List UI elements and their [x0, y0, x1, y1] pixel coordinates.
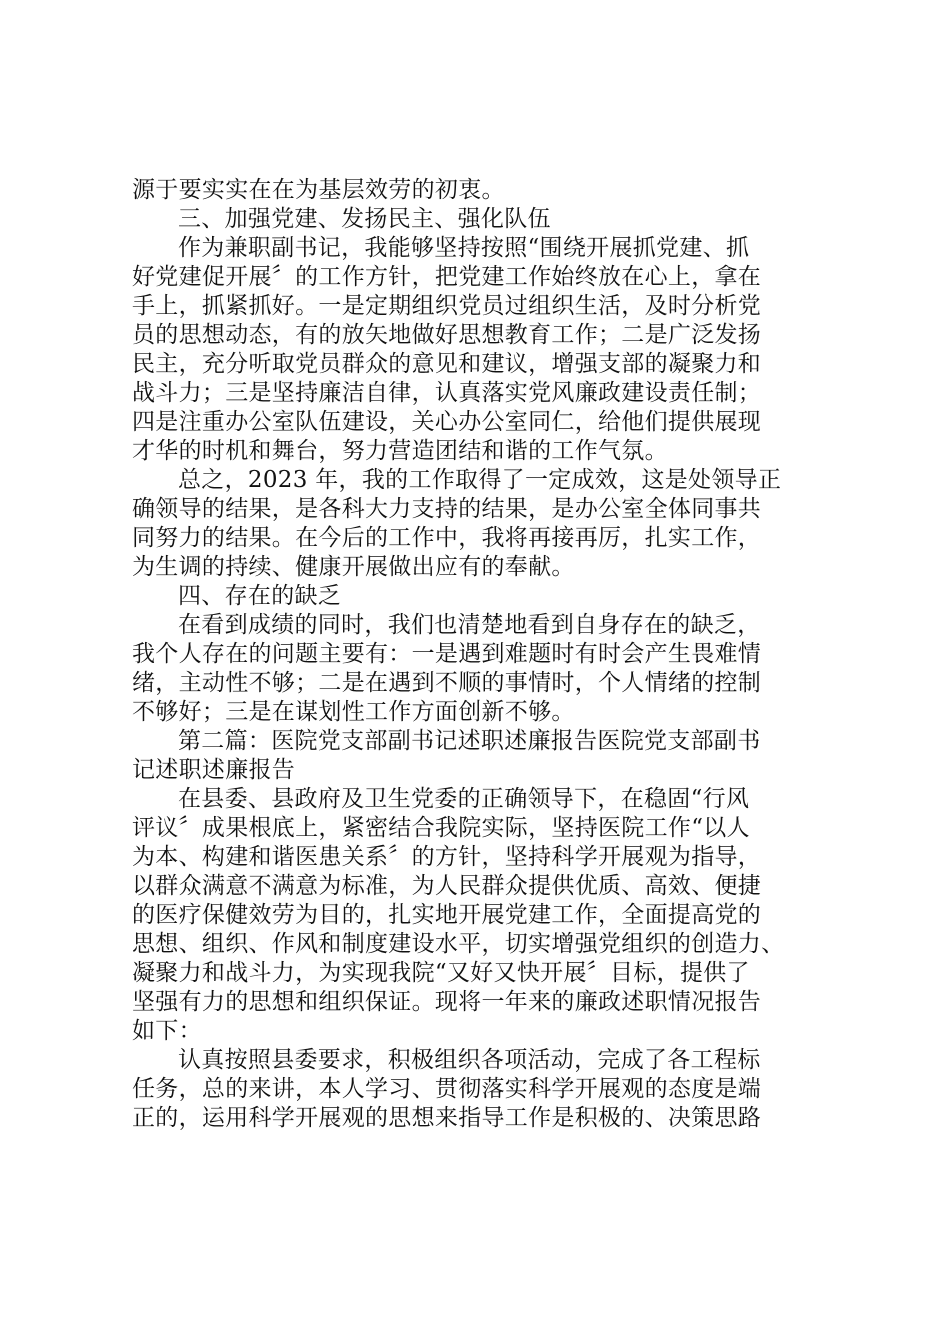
text-line: 绪，主动性不够；二是在遇到不顺的事情时，个人情绪的控制	[132, 670, 762, 696]
text-line: 如下：	[132, 1018, 202, 1044]
text-line: 以群众满意不满意为标准，为人民群众提供优质、高效、便捷	[132, 873, 762, 899]
text-line: 凝聚力和战斗力，为实现我院“又好又快开展〞目标，提供了	[132, 960, 750, 986]
text-line: 评议〞成果根底上，紧密结合我院实际，坚持医院工作“以人	[132, 815, 750, 841]
text-line: 才华的时机和舞台，努力营造团结和谐的工作气氛。	[132, 438, 668, 464]
text-line: 四、存在的缺乏	[178, 583, 342, 609]
text-line: 民主，充分听取党员群众的意见和建议，增强支部的凝聚力和	[132, 351, 762, 377]
text-line: 我个人存在的问题主要有：一是遇到难题时有时会产生畏难情	[132, 641, 762, 667]
text-line: 三、加强党建、发扬民主、强化队伍	[178, 206, 551, 232]
text-line: 任务，总的来讲，本人学习、贯彻落实科学开展观的态度是端	[132, 1076, 762, 1102]
text-line: 为生调的持续、健康开展做出应有的奉献。	[132, 554, 575, 580]
text-line: 在看到成绩的同时，我们也清楚地看到自身存在的缺乏，	[178, 612, 761, 638]
text-line: 员的思想动态，有的放矢地做好思想教育工作；二是广泛发扬	[132, 322, 762, 348]
text-line: 记述职述廉报告	[132, 757, 296, 783]
text-line: 不够好；三是在谋划性工作方面创新不够。	[132, 699, 575, 725]
text-line: 为本、构建和谐医患关系〞的方针，坚持科学开展观为指导，	[132, 844, 762, 870]
text-line: 的医疗保健效劳为目的，扎实地开展党建工作，全面提高党的	[132, 902, 762, 928]
text-line: 源于要实实在在为基层效劳的初衷。	[132, 177, 505, 203]
text-line: 第二篇：医院党支部副书记述职述廉报告医院党支部副书	[178, 728, 761, 754]
text-line: 在县委、县政府及卫生党委的正确领导下，在稳固“行风	[178, 786, 750, 812]
text-line: 手上，抓紧抓好。一是定期组织党员过组织生活，及时分析党	[132, 293, 762, 319]
text-line: 思想、组织、作风和制度建设水平，切实增强党组织的创造力、	[132, 931, 785, 957]
text-line: 好党建促开展〞的工作方针，把党建工作始终放在心上，拿在	[132, 264, 762, 290]
text-line: 四是注重办公室队伍建设，关心办公室同仁，给他们提供展现	[132, 409, 762, 435]
text-line: 同努力的结果。在今后的工作中，我将再接再厉，扎实工作，	[132, 525, 762, 551]
text-line: 战斗力；三是坚持廉洁自律，认真落实党风廉政建设责任制；	[132, 380, 762, 406]
text-line: 总之，2023 年，我的工作取得了一定成效，这是处领导正	[178, 467, 782, 493]
text-line: 确领导的结果，是各科大力支持的结果，是办公室全体同事共	[132, 496, 762, 522]
text-line: 坚强有力的思想和组织保证。现将一年来的廉政述职情况报告	[132, 989, 762, 1015]
body-text	[132, 176, 832, 1133]
text-line: 正的，运用科学开展观的思想来指导工作是积极的、决策思路	[132, 1105, 762, 1131]
text-line: 认真按照县委要求，积极组织各项活动，完成了各工程标	[178, 1047, 761, 1073]
text-line: 作为兼职副书记，我能够坚持按照“围绕开展抓党建、抓	[178, 235, 750, 261]
